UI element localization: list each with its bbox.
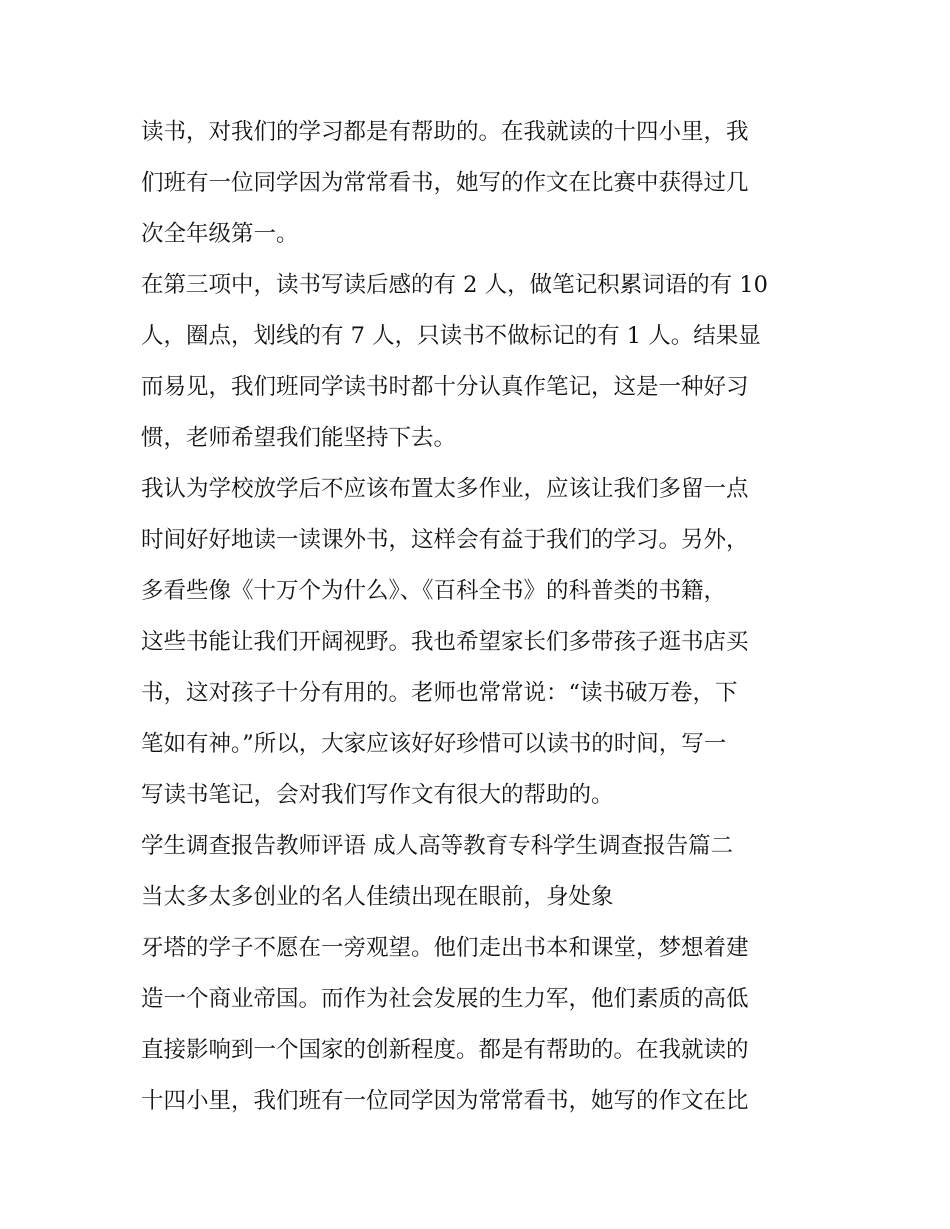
text-line: 牙塔的学子不愿在一旁观望。他们走出书本和课堂，梦想着建 (141, 935, 749, 961)
text-line: 惯，老师希望我们能坚持下去。 (141, 425, 457, 451)
text-line: 多看些像《十万个为什么》、《百科全书》的科普类的书籍， (141, 578, 727, 604)
text-line: 这些书能让我们开阔视野。我也希望家长们多带孩子逛书店买 (141, 629, 749, 655)
text-line: 十四小里，我们班有一位同学因为常常看书，她写的作文在比 (141, 1088, 749, 1114)
text-line: 读书，对我们的学习都是有帮助的。在我就读的十四小里，我 (141, 119, 749, 145)
text-line: 笔如有神。”所以，大家应该好好珍惜可以读书的时间，写一 (141, 731, 727, 757)
section-heading: 学生调查报告教师评语 成人高等教育专科学生调查报告篇二 (141, 833, 734, 859)
text-line: 书，这对孩子十分有用的。老师也常常说：“读书破万卷，下 (141, 680, 738, 706)
text-line: 造一个商业帝国。而作为社会发展的生力军，他们素质的高低 (141, 986, 749, 1012)
text-line: 人，圈点，划线的有 7 人，只读书不做标记的有 1 人。结果显 (141, 323, 761, 349)
text-line: 在第三项中，读书写读后感的有 2 人，做笔记积累词语的有 10 (141, 272, 768, 298)
document-body (141, 107, 821, 1127)
text-line: 而易见，我们班同学读书时都十分认真作笔记，这是一种好习 (141, 374, 749, 400)
text-line: 写读书笔记，会对我们写作文有很大的帮助的。 (141, 782, 614, 808)
text-line: 直接影响到一个国家的创新程度。都是有帮助的。在我就读的 (141, 1037, 749, 1063)
text-line: 们班有一位同学因为常常看书，她写的作文在比赛中获得过几 (141, 170, 749, 196)
text-line: 当太多太多创业的名人佳绩出现在眼前，身处象 (141, 884, 614, 910)
text-line: 时间好好地读一读课外书，这样会有益于我们的学习。另外， (141, 527, 749, 553)
text-line: 我认为学校放学后不应该布置太多作业，应该让我们多留一点 (141, 476, 749, 502)
text-line: 次全年级第一。 (141, 221, 299, 247)
